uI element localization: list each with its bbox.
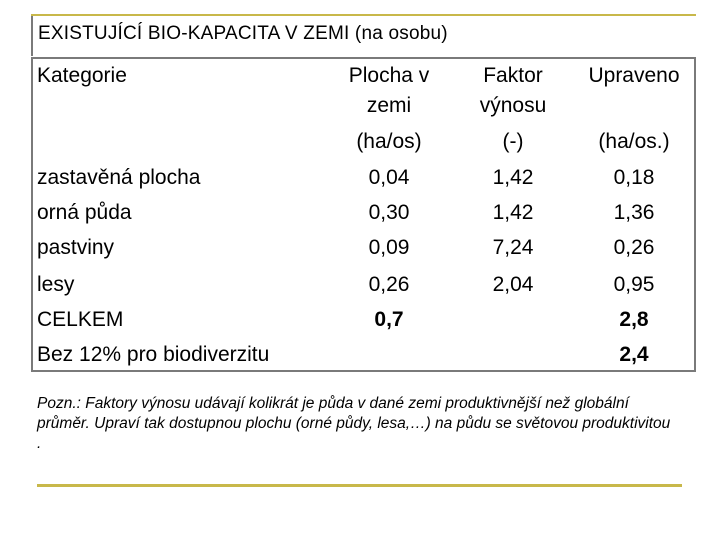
bottom-divider (37, 484, 682, 487)
row-factor: 7,24 (492, 236, 534, 259)
footnote: Pozn.: Faktory výnosu udávají kolikrát je půda v dané zemi produktivnější než globální průměr. Upraví tak dostupnou plochu (orné půdy, lesa,…) na půdu se světovou produktivitou . (37, 395, 671, 452)
row-factor: 1,42 (492, 166, 534, 189)
header-adjusted: Upraveno (588, 64, 680, 87)
total-adjusted: 2,8 (619, 308, 649, 331)
row-adjusted: 0,18 (613, 166, 655, 189)
row-factor: 1,42 (492, 201, 534, 224)
row-area: 0,26 (368, 273, 410, 296)
unit-factor: (-) (502, 130, 524, 153)
row-area: 0,30 (368, 201, 410, 224)
row-area: 0,09 (368, 236, 410, 259)
total-label: CELKEM (37, 308, 124, 331)
row-adjusted: 0,95 (613, 273, 655, 296)
row-label: zastavěná plocha (37, 166, 201, 189)
header-category: Kategorie (37, 64, 127, 87)
page-title: EXISTUJÍCÍ BIO-KAPACITA V ZEMI (na osobu) (38, 23, 448, 44)
row-label: lesy (37, 273, 75, 296)
biodiversity-adjusted: 2,4 (619, 343, 649, 366)
row-area: 0,04 (368, 166, 410, 189)
row-label: orná půda (37, 201, 132, 224)
header-factor-line2: výnosu (479, 94, 547, 117)
row-adjusted: 1,36 (613, 201, 655, 224)
row-factor: 2,04 (492, 273, 534, 296)
unit-area: (ha/os) (356, 130, 422, 153)
header-area-line2: zemi (366, 94, 412, 117)
biodiversity-label: Bez 12% pro biodiverzitu (37, 343, 270, 366)
unit-adjusted: (ha/os.) (598, 130, 670, 153)
row-label: pastviny (37, 236, 115, 259)
title-left-rule (31, 16, 33, 56)
row-adjusted: 0,26 (613, 236, 655, 259)
header-factor-line1: Faktor (483, 64, 543, 87)
header-area-line1: Plocha v (348, 64, 430, 87)
total-area: 0,7 (374, 308, 404, 331)
